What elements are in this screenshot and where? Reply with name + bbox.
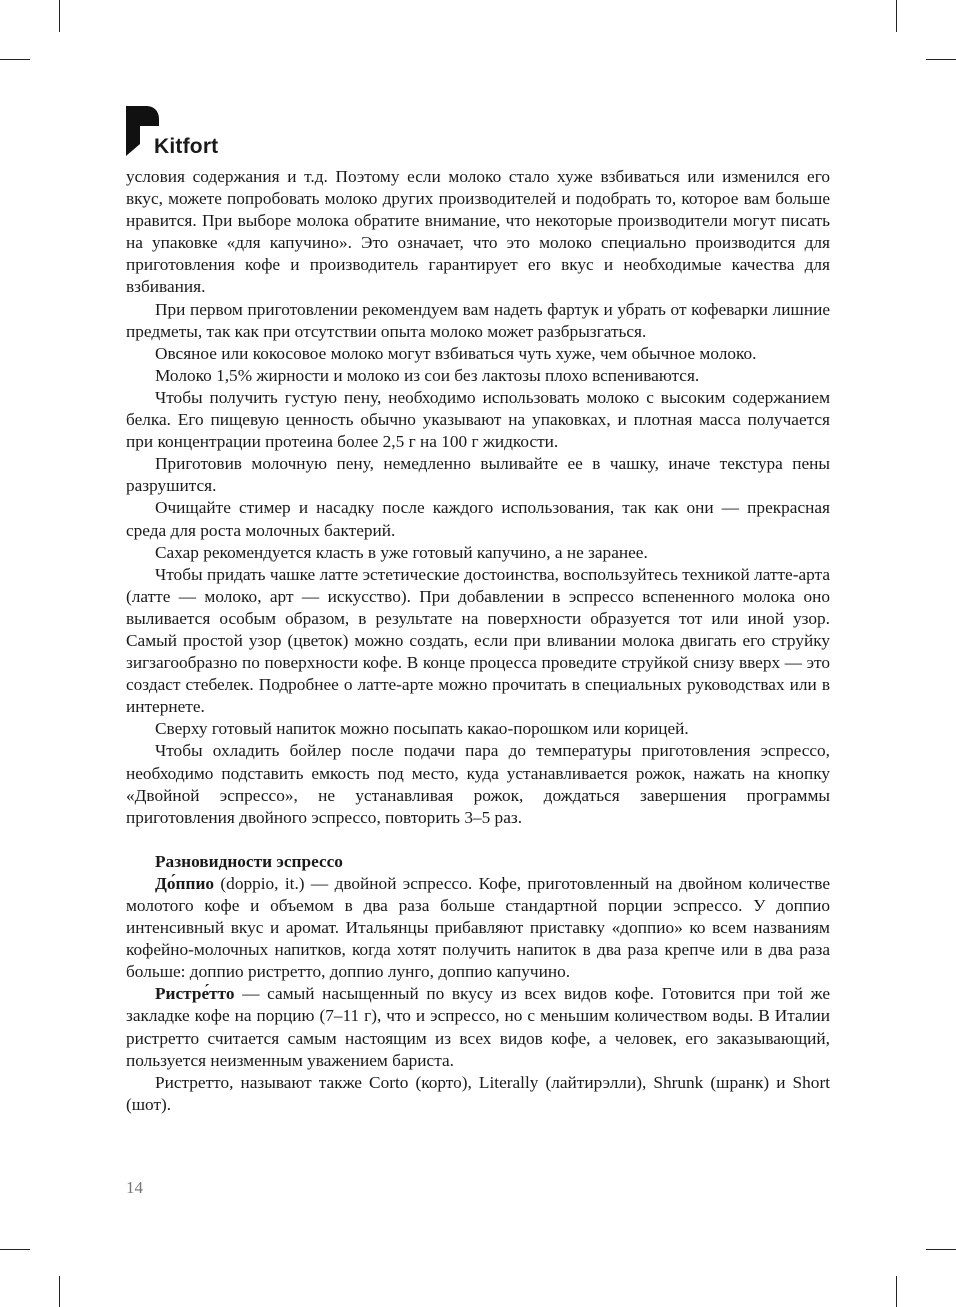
crop-mark-top-left [59, 0, 60, 32]
ristretto-term: Ристре́тто [155, 984, 235, 1004]
paragraph: Овсяное или кокосовое молоко могут взбиваться чуть хуже, чем обычное молоко. [155, 343, 757, 363]
crop-mark-top-right [896, 0, 897, 32]
crop-mark-left-bottom [0, 1249, 30, 1250]
paragraph: Приготовив молочную пену, немедленно выливайте ее в чашку, иначе текстура пены разрушится. [126, 454, 830, 496]
paragraph: Сахар рекомендуется класть в уже готовый капучино, а не заранее. [155, 542, 648, 562]
paragraph: Чтобы придать чашке латте эстетические достоинства, воспользуйтесь техникой латте-арта (латте — молоко, арт — искусство). При добавлении в эспрессо вспененного молока оно выливается особым образом, в результате на поверхности образуется тот или иной узор. Самый простой узор (цветок) можно создать, если при вливании молока двигать его струйку зигзагообразно по поверхности кофе. В конце процесса проведите струйкой снизу вверх — это создаст стебелек. Подробнее о латте-арте можно прочитать в специальных руководствах или в интернете. [126, 564, 830, 717]
crop-mark-bottom-left [59, 1276, 60, 1307]
paragraph: Чтобы получить густую пену, необходимо использовать молоко с высоким содержанием белка. Его пищевую ценность обычно указывают на упаковках, и плотная масса получается при концентрации протеина более 2,5 г на 100 г жидкости. [126, 387, 830, 452]
paragraph: При первом приготовлении рекомендуем вам надеть фартук и убрать от кофеварки лишние предметы, так как при отсутствии опыта молоко может разбрызгаться. [126, 299, 830, 341]
crop-mark-right-top [926, 59, 956, 60]
paragraph: Очищайте стимер и насадку после каждого использования, так как они — прекрасная среда для роста молочных бактерий. [126, 498, 830, 540]
section-heading: Разновидности эспрессо [155, 851, 343, 871]
paragraph: Сверху готовый напиток можно посыпать какао-порошком или корицей. [155, 719, 689, 739]
doppio-paragraph [126, 873, 830, 983]
crop-mark-bottom-right [896, 1276, 897, 1307]
ristretto-aliases-paragraph: Ристретто, называют также Corto (корто), Literally (лайтирэлли), Shrunk (шранк) и Short (шот). [126, 1072, 830, 1114]
paragraph: Чтобы охладить бойлер после подачи пара до температуры приготовления эспрессо, необходимо подставить емкость под место, куда устанавливается рожок, нажать на кнопку «Двойной эспрессо», не устанавливая рожок, дождаться завершения программы приготовления двойного эспрессо, повторить 3–5 раз. [126, 741, 830, 827]
kitfort-logo [126, 106, 286, 162]
crop-mark-left-top [0, 59, 30, 60]
crop-mark-right-bottom [926, 1249, 956, 1250]
brand-name: Kitfort [154, 135, 219, 158]
paragraph: условия содержания и т.д. Поэтому если молоко стало хуже взбиваться или изменился его вкус, можете попробовать молоко других производителей и подобрать то, которое вам больше нравится. При выборе молока обратите внимание, что некоторые производители могут писать на упаковке «для капучино». Это означает, что это молоко специально производится для приготовления кофе и производитель гарантирует его вкус и необходимые качества для взбивания. [126, 167, 830, 297]
paragraph: Молоко 1,5% жирности и молоко из сои без лактозы плохо вспениваются. [155, 365, 700, 385]
doppio-text: (doppio, it.) — двойной эспрессо. Кофе, приготовленный на двойном количестве молотого кофе и объемом в два раза больше стандартной порции эспрессо. У доппио интенсивный вкус и аромат. Итальянцы прибавляют приставку «доппио» ко всем названиям кофейно-молочных напитков, когда хотят получить напиток в два раза крепче или в два раза больше: доппио ристретто, доппио лунго, доппио капучино. [126, 873, 830, 982]
ristretto-text: — самый насыщенный по вкусу из всех видов кофе. Готовится при той же закладке кофе на порцию (7–11 г), что и эспрессо, но с меньшим количеством воды. В Италии ристретто считается самым настоящим из всех видов кофе, а человек, его заказывающий, пользуется неизменным уважением бариста. [126, 984, 830, 1070]
doppio-term: До́ппио [155, 873, 215, 893]
document-body [126, 166, 830, 1116]
page-number: 14 [126, 1178, 143, 1197]
ristretto-paragraph [126, 983, 830, 1071]
